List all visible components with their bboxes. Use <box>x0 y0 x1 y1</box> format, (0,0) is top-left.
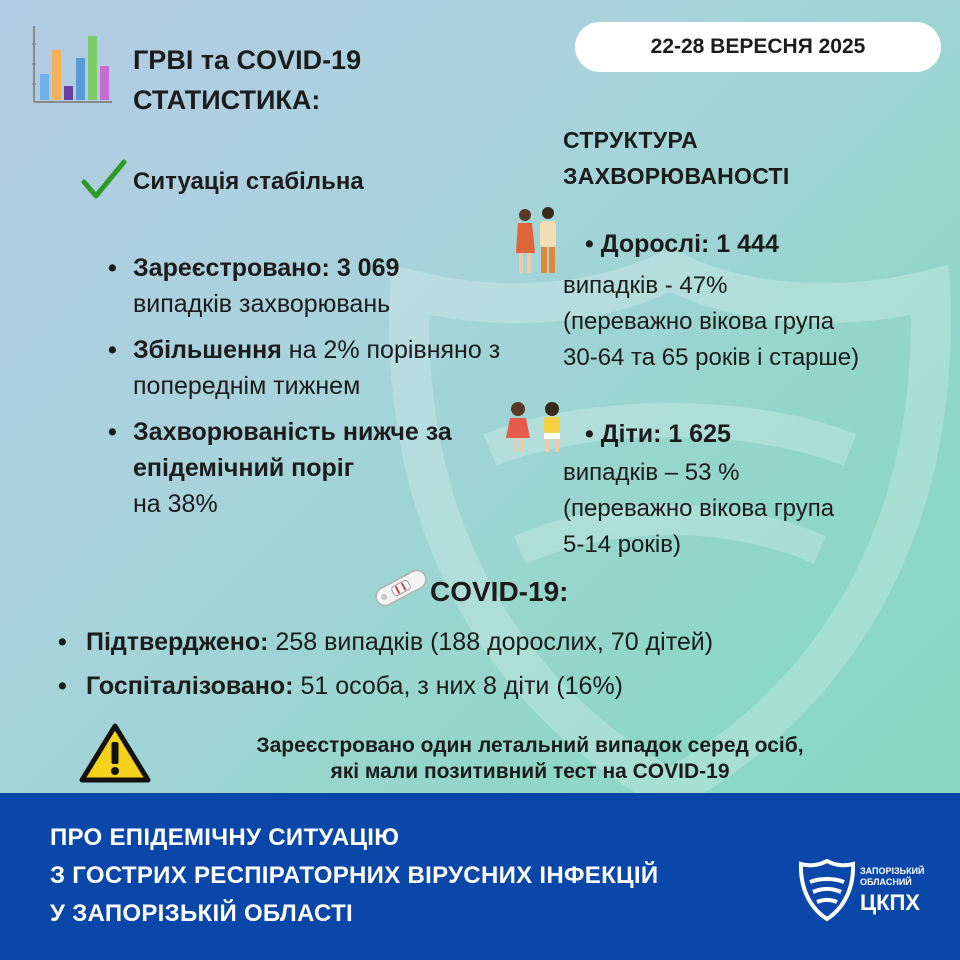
bar-chart-icon <box>30 24 114 106</box>
list-item-increase <box>108 332 508 404</box>
children-cases: випадків – 53 % <box>563 459 740 486</box>
list-item-registered <box>108 250 508 322</box>
adults-cases: випадків - 47% <box>563 272 728 299</box>
footer-line-1: ПРО ЕПІДЕМІЧНУ СИТУАЦІЮ <box>50 824 400 851</box>
adults-age-groups: 30-64 та 65 років і старше) <box>563 344 860 371</box>
covid-section-title: COVID-19: <box>430 576 569 607</box>
page-title <box>133 40 361 120</box>
organization-logo <box>798 858 938 922</box>
structure-title-line-1: СТРУКТУРА <box>563 127 699 153</box>
threshold-text: на 38% <box>133 490 218 518</box>
confirmed-text: 258 випадків (188 дорослих, 70 дітей) <box>268 628 714 656</box>
children-details <box>563 455 834 563</box>
footer-title <box>50 819 658 933</box>
shield-logo-icon <box>798 858 856 922</box>
structure-title <box>563 122 790 194</box>
check-icon <box>80 158 128 202</box>
adults-age-note: (переважно вікова група <box>563 308 835 335</box>
warning-icon <box>78 722 152 784</box>
registered-text: випадків захворювань <box>133 290 391 318</box>
logo-small-line-1: ЗАПОРІЗЬКИЙ <box>860 866 925 876</box>
fatal-case-notice <box>175 733 885 785</box>
hospitalized-label: Госпіталізовано: <box>86 672 294 700</box>
registered-label: Зареєстровано: 3 069 <box>133 254 400 282</box>
logo-abbreviation: ЦКПХ <box>860 890 920 915</box>
increase-label: Збільшення <box>133 336 282 364</box>
children-icon <box>502 400 572 455</box>
covid-hospitalized-item <box>58 664 713 708</box>
adults-heading: • Дорослі: 1 444 <box>585 230 779 258</box>
covid-stats-list <box>58 620 713 708</box>
fatal-line-2: які мали позитивний тест на COVID-19 <box>330 760 730 783</box>
list-item-threshold <box>108 414 508 522</box>
logo-small-text <box>860 866 925 888</box>
title-line-1: ГРВІ та COVID-19 <box>133 45 362 75</box>
footer-line-3: У ЗАПОРІЗЬКІЙ ОБЛАСТІ <box>50 900 354 927</box>
logo-small-line-2: ОБЛАСНИЙ <box>860 877 912 887</box>
hospitalized-text: 51 особа, з них 8 діти (16%) <box>293 672 624 700</box>
children-age-note: (переважно вікова група <box>563 495 835 522</box>
fatal-line-1: Зареєстровано один летальний випадок серед осіб, <box>256 734 804 757</box>
registration-summary-list <box>108 250 508 532</box>
title-line-2: СТАТИСТИКА: <box>133 85 321 115</box>
footer-banner <box>0 793 960 960</box>
children-age-groups: 5-14 років) <box>563 531 681 558</box>
rapid-test-icon <box>370 563 432 613</box>
children-heading: • Діти: 1 625 <box>585 420 731 448</box>
increase-text: на 2% порівняно з попереднім тижнем <box>133 336 501 400</box>
confirmed-label: Підтверджено: <box>86 628 269 656</box>
threshold-label: Захворюваність нижче за епідемічний поріг <box>133 418 452 482</box>
footer-line-2: З ГОСТРИХ РЕСПІРАТОРНИХ ВІРУСНИХ ІНФЕКЦІЙ <box>50 862 659 889</box>
date-badge: 22-28 ВЕРЕСНЯ 2025 <box>575 22 941 72</box>
structure-title-line-2: ЗАХВОРЮВАНОСТІ <box>563 163 790 189</box>
covid-confirmed-item <box>58 620 713 664</box>
situation-status: Ситуація стабільна <box>133 168 364 195</box>
adults-details <box>563 268 859 376</box>
adults-icon <box>508 205 566 277</box>
